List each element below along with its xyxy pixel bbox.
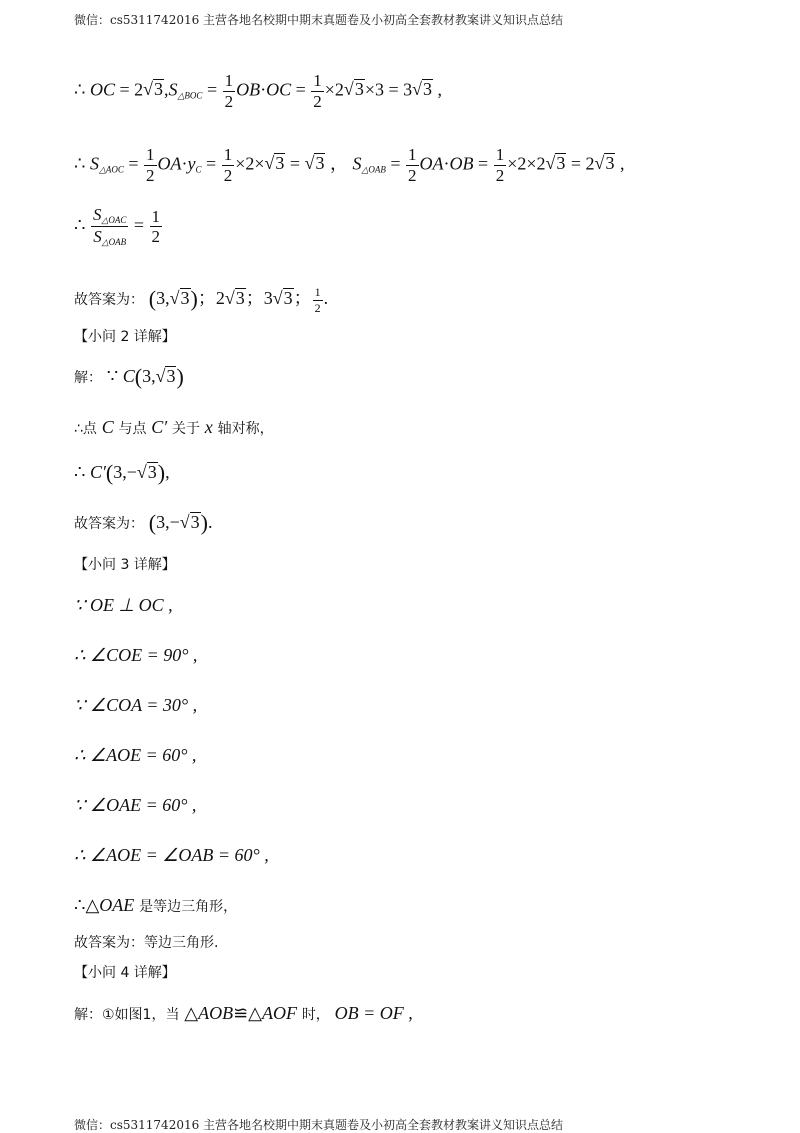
step-3-6: ∴ ∠AOE = ∠OAB = 60° , [74, 845, 269, 865]
step-3-2: ∴ ∠COE = 90° , [74, 645, 198, 665]
page-footer: 微信：cs5311742016 主营各地名校期中期末真题卷及小初高全套教材教案讲义知识点总结 [74, 1118, 564, 1132]
step-3-3: ∵ ∠COA = 30° , [74, 695, 198, 715]
section-4-title: 【小问 4 详解】 [74, 965, 176, 981]
section-2-title: 【小问 2 详解】 [74, 329, 176, 345]
answer-line-2: 故答案为： (3,−√3). [74, 510, 213, 535]
equation-line-1: ∴ OC = $2√3,S_{\triangle BOC}$ = $\frac{1}{2}$ OB·OC = $\frac{1}{2}$ ×2√3×3 = 3√3 , [74, 71, 443, 111]
equation-line-3: ∴ $\frac{S_{\triangle OAC}}{S_{\triangle OAB}}$ = $\frac{1}{2}$ [74, 205, 161, 248]
step-3-7: ∴△OAE 是等边三角形， [74, 895, 238, 915]
answer-line-1: 故答案为： (3,√3)；2√3；3√3； $\frac{1}{2}$ . [74, 285, 329, 315]
step-3-1: ∵ OE ⊥ OC , [74, 595, 173, 615]
answer-line-3: 故答案为：等边三角形. [74, 935, 219, 951]
symmetry-line: ∴点 C 与点 C′ 关于 x 轴对称， [74, 417, 274, 437]
step-4-1: 解：①如图1，当 △AOB≌△AOF 时， OB = OF , [74, 1003, 413, 1023]
page-header: 微信：cs5311742016 主营各地名校期中期末真题卷及小初高全套教材教案讲义知识点总结 [74, 13, 564, 27]
equation-line-2: ∴ $S_{\triangle AOC}$ = $\frac{1}{2}$ $OA\cdot y_C$ = $\frac{1}{2}$ ×2×√3 = √3 ， $S_{\triangle OAB}$ = $\frac{1}{2}$ OA·OB = $\frac{1}{2}$ ×2×2√3 = 2√3 , [74, 145, 625, 185]
step-3-5: ∵ ∠OAE = 60° , [74, 795, 197, 815]
section-3-title: 【小问 3 详解】 [74, 557, 176, 573]
c-prime-coords: ∴ C′(3,−√3), [74, 460, 170, 485]
step-3-4: ∴ ∠AOE = 60° , [74, 745, 197, 765]
solution-2-start: 解： ∵ C(3,√3) [74, 364, 184, 389]
